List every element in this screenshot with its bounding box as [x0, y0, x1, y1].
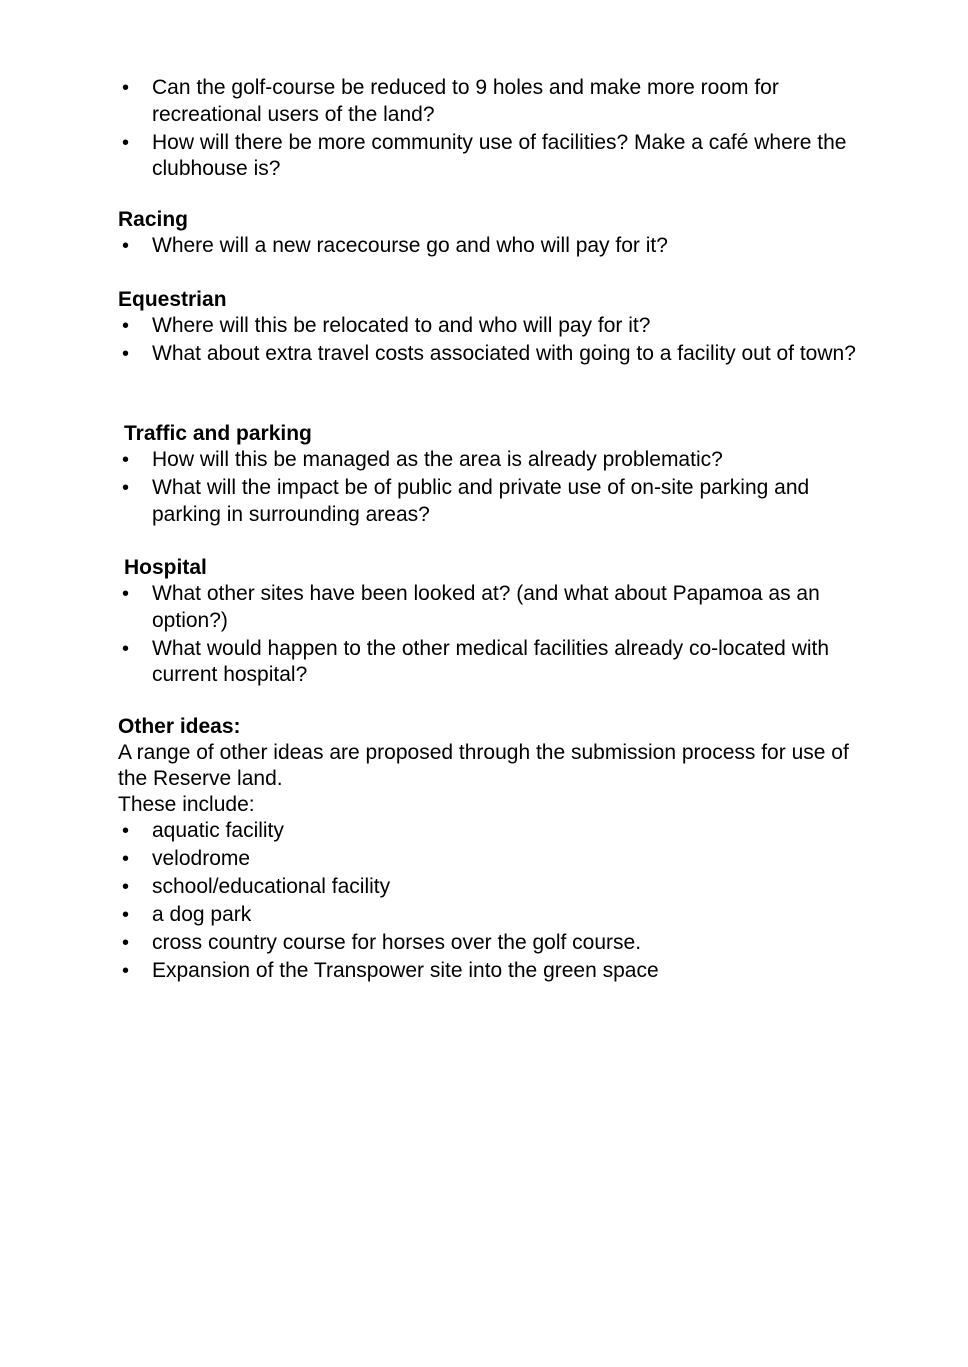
intro-list [118, 75, 878, 183]
list-item: • Where will a new racecourse go and who will pay for it? [118, 233, 878, 260]
list-item: • What would happen to the other medical facilities already co-located with current hospital? [118, 636, 878, 689]
list-item: • Can the golf-course be reduced to 9 holes and make more room for recreational users of the land? [118, 75, 878, 128]
list-item: • What will the impact be of public and private use of on-site parking and parking in surrounding areas? [118, 475, 878, 528]
list-item: • school/educational facility [118, 874, 878, 901]
equestrian-section [118, 287, 878, 369]
intro-section [118, 75, 878, 184]
traffic-section [118, 421, 878, 530]
racing-section [118, 207, 878, 261]
section-heading-equestrian: Equestrian [118, 288, 227, 311]
section-heading-racing: Racing [118, 208, 189, 231]
list-item: • velodrome [118, 846, 878, 873]
list-item: • cross country course for horses over the golf course. [118, 930, 878, 957]
traffic-list [118, 447, 878, 528]
other-ideas-paragraph: A range of other ideas are proposed through the submission process for use of the Reserve land. [118, 741, 849, 790]
list-item: • a dog park [118, 902, 878, 929]
list-item: • Expansion of the Transpower site into the green space [118, 958, 878, 985]
list-item: • How will this be managed as the area is already problematic? [118, 447, 878, 474]
list-item: • How will there be more community use of facilities? Make a café where the clubhouse is? [118, 130, 878, 183]
section-heading-other: Other ideas: [118, 715, 241, 738]
racing-list [118, 233, 878, 260]
section-heading-hospital: Hospital [124, 556, 207, 579]
list-item: • What about extra travel costs associated with going to a facility out of town? [118, 341, 878, 368]
other-ideas-lead: These include: [118, 793, 255, 816]
section-heading-traffic: Traffic and parking [124, 422, 312, 445]
list-item: • aquatic facility [118, 818, 878, 845]
list-item: • Where will this be relocated to and who will pay for it? [118, 313, 878, 340]
other-ideas-section [118, 714, 878, 986]
hospital-section [118, 555, 878, 690]
other-ideas-list [118, 818, 878, 985]
equestrian-list [118, 313, 878, 368]
list-item: • What other sites have been looked at? (and what about Papamoa as an option?) [118, 581, 878, 634]
hospital-list [118, 581, 878, 689]
